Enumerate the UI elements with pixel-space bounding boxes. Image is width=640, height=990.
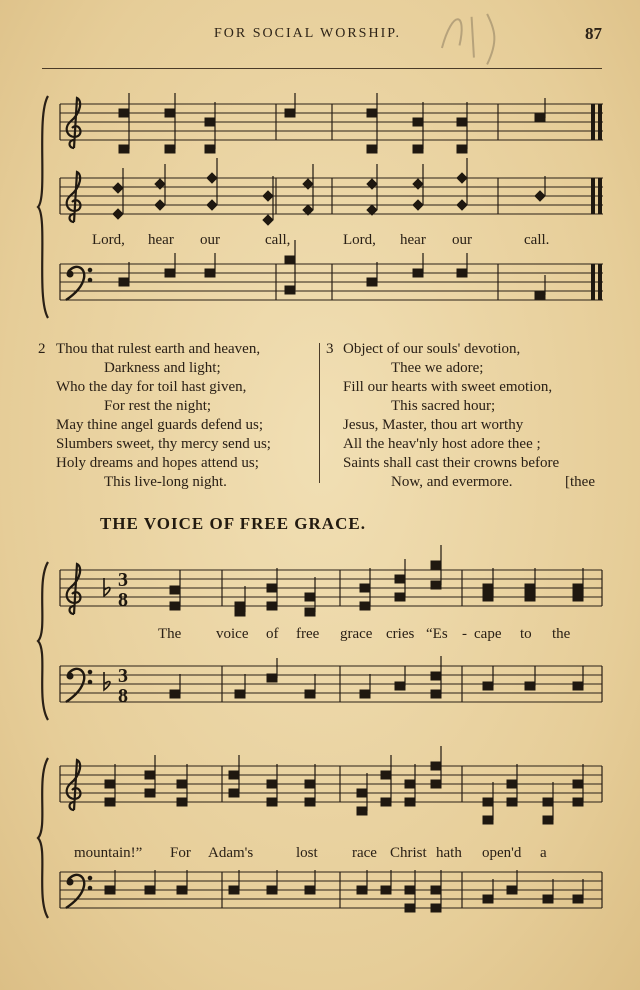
note-head [573, 584, 583, 592]
note-head [431, 904, 441, 912]
note-head [507, 780, 517, 788]
note-head [483, 798, 493, 806]
verse-line: Darkness and light; [104, 360, 221, 376]
lyric-syllable: our [200, 232, 220, 248]
system-brace [38, 562, 48, 720]
clefs [66, 98, 128, 908]
note-head [525, 682, 535, 690]
note-head [457, 145, 467, 153]
note-head [413, 118, 423, 126]
note-head [413, 145, 423, 153]
note-head [235, 608, 245, 616]
note-head [357, 807, 367, 815]
verse-line: All the heav'nly host adore thee ; [343, 436, 541, 452]
note-head [431, 581, 441, 589]
note-head [431, 672, 441, 680]
note-head [285, 286, 295, 294]
note-head [457, 200, 467, 210]
note-head [145, 886, 155, 894]
lyric-syllable: For [170, 845, 191, 861]
note-head [395, 593, 405, 601]
lyric-syllable: Christ [390, 845, 427, 861]
note-head [285, 109, 295, 117]
note-head [119, 278, 129, 286]
note-head [573, 780, 583, 788]
note-head [357, 886, 367, 894]
note-head [573, 593, 583, 601]
note-head [155, 200, 165, 210]
note-head [507, 798, 517, 806]
verse-line: Thee we adore; [391, 360, 484, 376]
bass-clef-dot [67, 879, 73, 885]
note-head [145, 789, 155, 797]
note-head [267, 798, 277, 806]
note-head [177, 798, 187, 806]
note-head [267, 602, 277, 610]
note-head [457, 269, 467, 277]
lyric-syllable: “Es [426, 626, 448, 642]
staff-lines [38, 96, 603, 918]
system-brace [38, 758, 48, 918]
final-bar [598, 264, 602, 300]
note-heads [105, 93, 583, 912]
lyric-syllable: voice [216, 626, 249, 642]
note-head [457, 173, 467, 183]
note-head [170, 586, 180, 594]
time-signature-bottom: 8 [118, 589, 128, 611]
verse-3-number: 3 [326, 341, 334, 357]
verse-line: Object of our souls' devotion, [343, 341, 521, 357]
verse-line: Jesus, Master, thou art worthy [343, 417, 524, 433]
note-head [165, 269, 175, 277]
note-head [207, 173, 217, 183]
bass-clef-dot [88, 886, 92, 890]
final-bar [591, 264, 595, 300]
note-head [381, 798, 391, 806]
note-head [381, 771, 391, 779]
note-head [305, 608, 315, 616]
note-head [367, 278, 377, 286]
note-head [105, 780, 115, 788]
note-head [305, 886, 315, 894]
lyric-syllable: grace [340, 626, 373, 642]
note-head [573, 682, 583, 690]
note-head [367, 145, 377, 153]
note-head [205, 145, 215, 153]
note-head [229, 886, 239, 894]
note-head [395, 575, 405, 583]
note-head [177, 886, 187, 894]
system-brace [38, 96, 48, 318]
note-head [263, 215, 273, 225]
note-head [413, 200, 423, 210]
note-head [525, 593, 535, 601]
verse-line: Holy dreams and hopes attend us; [56, 455, 259, 471]
note-head [405, 904, 415, 912]
note-head [483, 682, 493, 690]
lyric-syllable: mountain!” [74, 845, 143, 861]
lyric-syllable: - [462, 626, 467, 642]
time-signature-top: 3 [118, 665, 128, 687]
flat-icon [104, 578, 110, 596]
lyric-syllable: cries [386, 626, 415, 642]
note-head [405, 886, 415, 894]
time-signature-bottom: 8 [118, 685, 128, 707]
lyric-syllable: Lord, [343, 232, 376, 248]
lyric-syllable: hath [436, 845, 462, 861]
note-head [483, 816, 493, 824]
note-head [267, 780, 277, 788]
note-head [207, 200, 217, 210]
note-head [235, 690, 245, 698]
note-head [113, 209, 123, 219]
note-head [405, 780, 415, 788]
note-head [177, 780, 187, 788]
verse-line: Slumbers sweet, thy mercy send us; [56, 436, 271, 452]
note-head [543, 895, 553, 903]
verse-line: Saints shall cast their crowns before [343, 455, 560, 471]
note-head [573, 895, 583, 903]
lyric-syllable: hear [400, 232, 426, 248]
note-head [170, 690, 180, 698]
lyric-syllable: Adam's [208, 845, 254, 861]
note-head [525, 584, 535, 592]
note-head [483, 584, 493, 592]
lyric-syllable: The [158, 626, 182, 642]
bass-clef-dot [88, 680, 92, 684]
note-head [360, 602, 370, 610]
note-head [205, 118, 215, 126]
lyric-syllable: the [552, 626, 571, 642]
note-head [367, 109, 377, 117]
verse-line: Who the day for toil hast given, [56, 379, 247, 395]
note-head [543, 816, 553, 824]
note-head [457, 118, 467, 126]
verse-line: This live-long night. [104, 474, 227, 490]
note-head [431, 780, 441, 788]
note-head [431, 561, 441, 569]
lyric-syllable: hear [148, 232, 174, 248]
lyric-syllable: cape [474, 626, 502, 642]
note-head [360, 690, 370, 698]
note-head [431, 690, 441, 698]
note-head [267, 674, 277, 682]
note-head [267, 584, 277, 592]
note-head [405, 798, 415, 806]
verse-2-number: 2 [38, 341, 46, 357]
note-head [573, 798, 583, 806]
lyric-syllable: free [296, 626, 320, 642]
verse-line: For rest the night; [104, 398, 212, 414]
note-head [305, 780, 315, 788]
note-head [535, 191, 545, 201]
note-head [431, 886, 441, 894]
note-head [381, 886, 391, 894]
lyric-syllable: our [452, 232, 472, 248]
hymn-title: THE VOICE OF FREE GRACE. [100, 514, 366, 533]
final-bar [591, 178, 595, 214]
note-head [119, 145, 129, 153]
verse-line: Thou that rulest earth and heaven, [56, 341, 261, 357]
note-head [165, 109, 175, 117]
note-head [145, 771, 155, 779]
note-head [413, 269, 423, 277]
note-head [285, 256, 295, 264]
note-head [105, 886, 115, 894]
note-head [360, 584, 370, 592]
note-head [535, 114, 545, 122]
verses-block [0, 340, 640, 490]
lyric-syllable: a [540, 845, 547, 861]
time-signature-top: 3 [118, 569, 128, 591]
bass-clef-dot [67, 673, 73, 679]
note-head [229, 789, 239, 797]
note-head [483, 593, 493, 601]
verse-divider [319, 343, 320, 483]
note-head [535, 291, 545, 299]
note-head [170, 602, 180, 610]
final-bar [591, 104, 595, 140]
note-head [113, 183, 123, 193]
note-head [165, 145, 175, 153]
verse-line: Fill our hearts with sweet emotion, [343, 379, 553, 395]
bass-clef-dot [88, 278, 92, 282]
page-number: 87 [585, 24, 602, 43]
final-bar [598, 178, 602, 214]
lyric-syllable: call. [524, 232, 550, 248]
note-head [395, 682, 405, 690]
verse-3-turnover: [thee [565, 474, 595, 490]
note-head [431, 762, 441, 770]
lyric-syllable: open'd [482, 845, 522, 861]
note-head [267, 886, 277, 894]
running-title: FOR SOCIAL WORSHIP. [214, 26, 401, 41]
verse-line: This sacred hour; [391, 398, 496, 414]
note-head [543, 798, 553, 806]
bass-clef-dot [88, 876, 92, 880]
note-head [507, 886, 517, 894]
lyric-syllable: Lord, [92, 232, 125, 248]
bass-clef-dot [67, 271, 73, 277]
lyric-syllable: to [520, 626, 532, 642]
note-head [119, 109, 129, 117]
note-head [305, 798, 315, 806]
note-head [205, 269, 215, 277]
bass-clef-dot [88, 670, 92, 674]
lyric-syllable: race [352, 845, 377, 861]
note-head [263, 191, 273, 201]
lyric-syllable: lost [296, 845, 318, 861]
note-head [229, 771, 239, 779]
final-bar [598, 104, 602, 140]
note-head [357, 789, 367, 797]
lyric-syllable: call, [265, 232, 291, 248]
note-head [305, 593, 315, 601]
lyric-syllable: of [266, 626, 279, 642]
verse-line: Now, and evermore. [391, 474, 513, 490]
bass-clef-dot [88, 268, 92, 272]
note-head [305, 690, 315, 698]
note-head [105, 798, 115, 806]
note-head [483, 895, 493, 903]
verse-line: May thine angel guards defend us; [56, 417, 264, 433]
